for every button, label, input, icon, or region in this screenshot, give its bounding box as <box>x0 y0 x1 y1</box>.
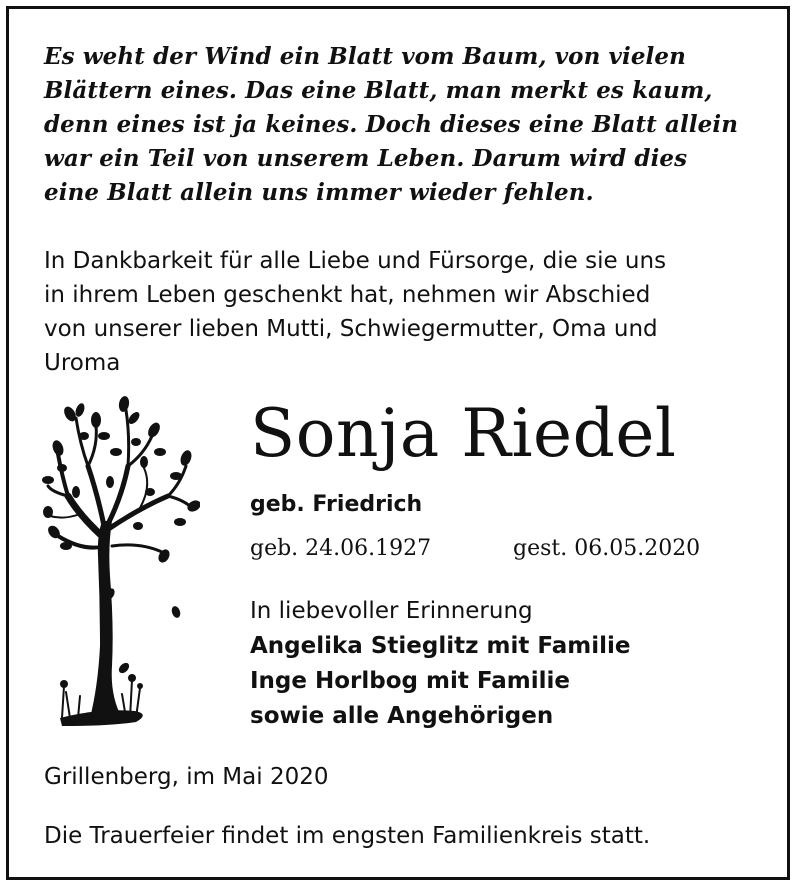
mourner-name: Inge Horlbog mit Familie <box>250 668 570 694</box>
life-dates <box>250 532 750 566</box>
poem-line: war ein Teil von unserem Leben. Darum wird dies <box>44 145 688 172</box>
intro-line: von unserer lieben Mutti, Schwiegermutter, Oma und <box>44 316 658 342</box>
funeral-note: Die Trauerfeier findet im engsten Familienkreis statt. <box>44 823 651 849</box>
mourner-name: sowie alle Angehörigen <box>250 703 554 729</box>
place-date: Grillenberg, im Mai 2020 <box>44 764 329 790</box>
intro-line: Uroma <box>44 350 121 376</box>
deceased-name: Sonja Riedel <box>250 395 677 472</box>
intro-line: in ihrem Leben geschenkt hat, nehmen wir Abschied <box>44 282 651 308</box>
mourners <box>250 594 630 734</box>
tree-silhouette-icon <box>40 396 200 736</box>
poem-line: eine Blatt allein uns immer wieder fehlen. <box>44 179 594 206</box>
poem-line: Blättern eines. Das eine Blatt, man merkt es kaum, <box>44 77 713 104</box>
intro-text <box>44 244 764 380</box>
birth-name: geb. Friedrich <box>250 492 423 517</box>
birth-date: geb. 24.06.1927 <box>250 536 432 561</box>
poem <box>44 40 764 210</box>
mourners-heading: In liebevoller Erinnerung <box>250 598 533 624</box>
mourner-name: Angelika Stieglitz mit Familie <box>250 633 631 659</box>
poem-line: Es weht der Wind ein Blatt vom Baum, von vielen <box>44 43 686 70</box>
death-date: gest. 06.05.2020 <box>513 536 701 561</box>
intro-line: In Dankbarkeit für alle Liebe und Fürsorge, die sie uns <box>44 248 667 274</box>
poem-line: denn eines ist ja keines. Doch dieses eine Blatt allein <box>44 111 739 138</box>
